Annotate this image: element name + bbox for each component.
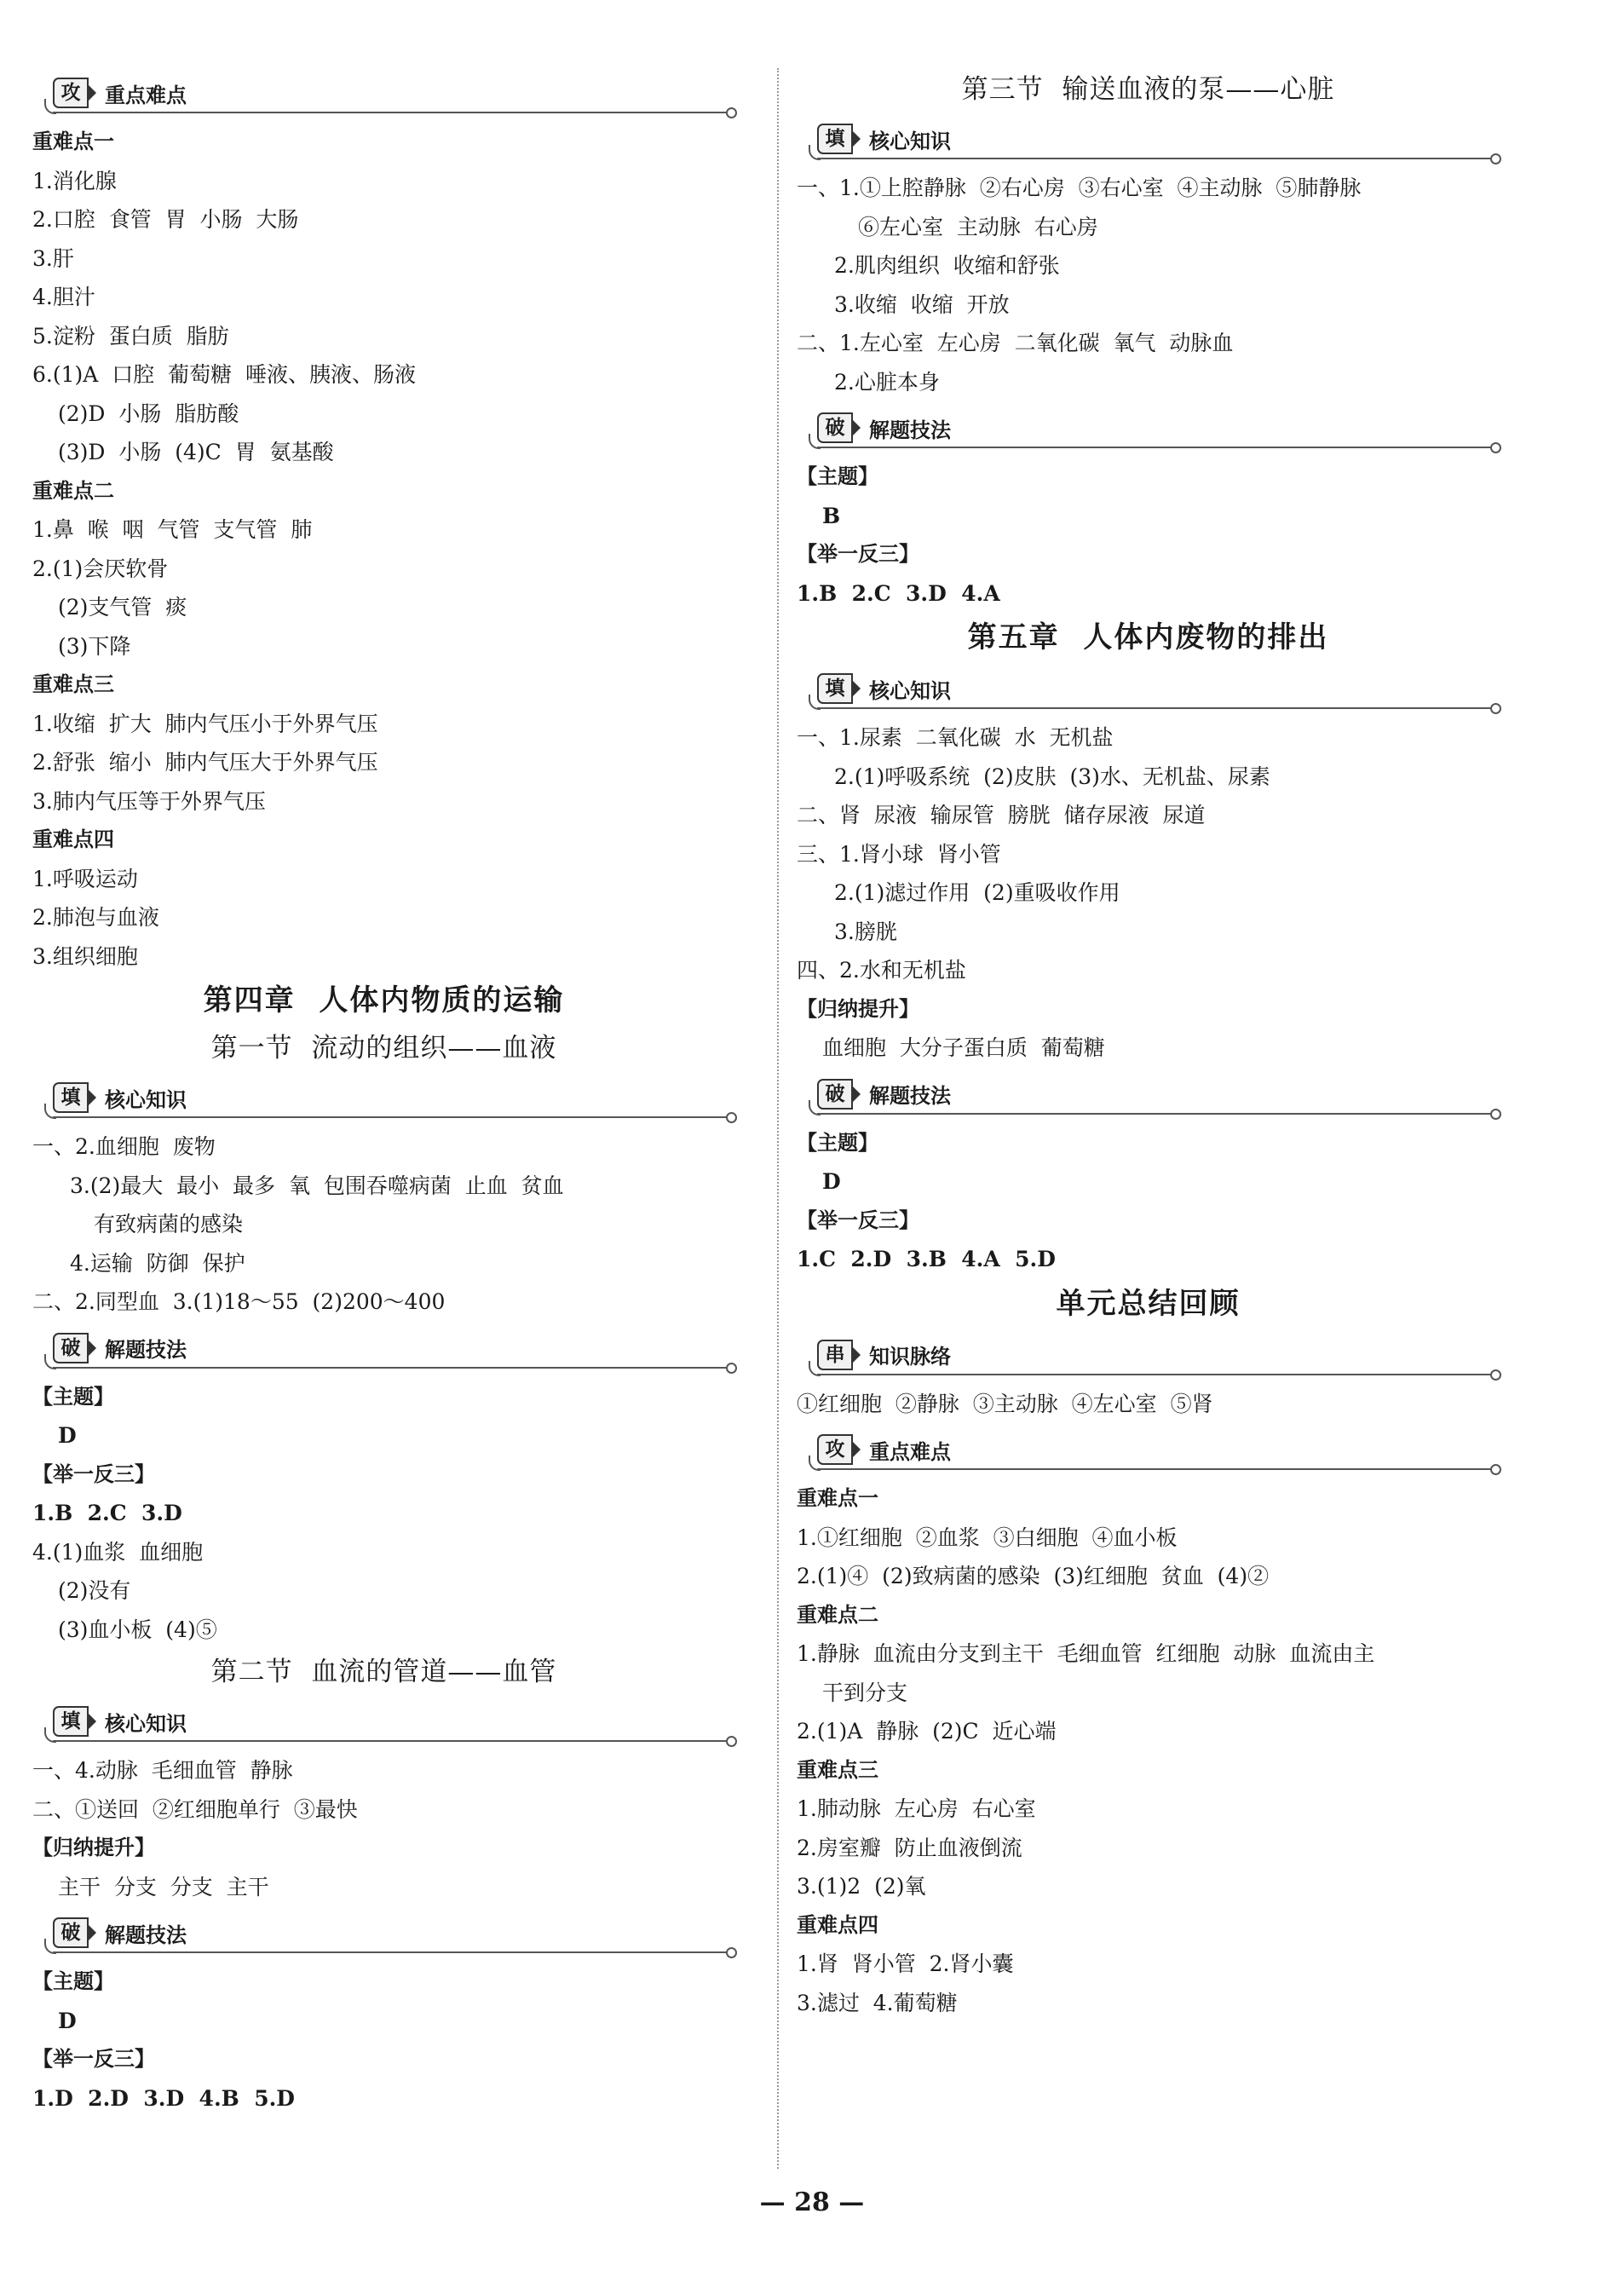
tag-label: 解题技法 <box>869 418 951 442</box>
answer-line: 1.呼吸运动 <box>32 866 138 891</box>
tag-label: 知识脉络 <box>869 1345 951 1369</box>
section-tag-solving-skills <box>32 1906 735 1963</box>
answer-line: 一、1.①上腔静脉 ②右心房 ③右心室 ④主动脉 ⑤肺静脉 <box>797 176 1362 200</box>
answer-line: ①红细胞 ②静脉 ③主动脉 ④左心室 ⑤肾 <box>797 1391 1213 1416</box>
bracket-heading: 【主题】 <box>32 1969 114 1993</box>
answer-line: 二、①送回 ②红细胞单行 ③最快 <box>32 1796 358 1822</box>
answer-line: 1.①红细胞 ②血浆 ③白细胞 ④血小板 <box>797 1525 1178 1550</box>
bracket-heading: 【举一反三】 <box>32 1461 155 1486</box>
section-tag-key-difficulties <box>797 1423 1500 1479</box>
difficulty-heading: 重难点三 <box>797 1757 878 1782</box>
answer-line: 3.滤过 4.葡萄糖 <box>797 1990 958 2015</box>
answer-line: 4.胆汁 <box>32 285 95 309</box>
section-tag-core-knowledge <box>797 112 1500 169</box>
answer-line: 二、肾 尿液 输尿管 膀胱 储存尿液 尿道 <box>797 803 1206 827</box>
section-tag-key-difficulties <box>32 66 735 123</box>
bracket-heading: 【归纳提升】 <box>797 996 919 1021</box>
answer-line: 2.(1)滤过作用 (2)重吸收作用 <box>834 880 1120 905</box>
bracket-heading: 【主题】 <box>797 464 878 488</box>
tag-label: 重点难点 <box>105 83 187 107</box>
bracket-heading: 【举一反三】 <box>32 2047 155 2071</box>
difficulty-heading: 重难点二 <box>32 478 114 503</box>
answer-line: ⑥左心室 主动脉 右心房 <box>858 214 1098 239</box>
section-tag-solving-skills <box>797 1068 1500 1124</box>
answer-line: D <box>58 1423 77 1448</box>
unit-review-title: 单元总结回顾 <box>1056 1286 1241 1321</box>
tag-label: 重点难点 <box>869 1439 951 1464</box>
answer-line: 主干 分支 分支 主干 <box>58 1874 269 1899</box>
tag-badge: 串 <box>817 1340 853 1370</box>
answer-line: 一、1.尿素 二氧化碳 水 无机盐 <box>797 725 1114 750</box>
answer-line: 1.肾 肾小管 2.肾小囊 <box>797 1951 1014 1976</box>
answer-line: 2.房室瓣 防止血液倒流 <box>797 1835 1022 1860</box>
tag-label: 解题技法 <box>105 1338 187 1362</box>
tag-badge: 攻 <box>817 1434 853 1465</box>
difficulty-heading: 重难点一 <box>32 130 114 153</box>
page-number: — 28 — <box>759 2188 865 2217</box>
answer-line: 干到分支 <box>822 1680 908 1705</box>
difficulty-heading: 重难点一 <box>797 1486 878 1510</box>
tag-badge: 填 <box>53 1706 89 1737</box>
answer-line: 3.组织细胞 <box>32 943 138 969</box>
answer-line: 1.B 2.C 3.D <box>32 1501 182 1525</box>
tag-badge: 破 <box>817 1079 853 1110</box>
tag-badge: 破 <box>817 412 853 443</box>
left-column <box>32 66 735 2118</box>
answer-line: 4.运输 防御 保护 <box>70 1250 245 1276</box>
answer-line: 3.膀胱 <box>834 919 897 944</box>
tag-label: 解题技法 <box>869 1084 951 1108</box>
answer-line: 三、1.肾小球 肾小管 <box>797 841 1001 867</box>
column-divider <box>777 68 779 2169</box>
answer-line: 6.(1)A 口腔 葡萄糖 唾液、胰液、肠液 <box>32 362 417 387</box>
answer-line: 二、1.左心室 左心房 二氧化碳 氧气 动脉血 <box>797 331 1234 355</box>
section-tag-solving-skills <box>797 401 1500 458</box>
tag-label: 核心知识 <box>105 1087 187 1112</box>
answer-line: 2.心脏本身 <box>834 369 940 395</box>
bracket-heading: 【主题】 <box>797 1130 878 1155</box>
answer-line: 血细胞 大分子蛋白质 葡萄糖 <box>822 1035 1105 1060</box>
answer-line: 1.收缩 扩大 肺内气压小于外界气压 <box>32 711 378 736</box>
answer-line: (3)下降 <box>58 633 131 659</box>
section-title: 第三节 输送血液的泵——心脏 <box>961 74 1335 105</box>
answer-line: 1.消化腺 <box>32 168 117 193</box>
section-title: 第二节 血流的管道——血管 <box>210 1657 557 1687</box>
tag-badge: 填 <box>817 673 853 704</box>
answer-line: 2.口腔 食管 胃 小肠 大肠 <box>32 207 299 232</box>
answer-line: 2.(1)呼吸系统 (2)皮肤 (3)水、无机盐、尿素 <box>834 764 1270 789</box>
chapter-title: 第四章 人体内物质的运输 <box>203 983 565 1017</box>
answer-line: 二、2.同型血 3.(1)18～55 (2)200～400 <box>32 1289 446 1314</box>
answer-line: 一、4.动脉 毛细血管 静脉 <box>32 1758 293 1783</box>
tag-badge: 攻 <box>53 78 89 108</box>
answer-line: D <box>58 2008 77 2033</box>
chapter-title: 第五章 人体内废物的排出 <box>967 620 1329 654</box>
answer-line: 2.(1)A 静脉 (2)C 近心端 <box>797 1719 1057 1744</box>
tag-label: 核心知识 <box>869 129 951 153</box>
tag-label: 解题技法 <box>105 1922 187 1947</box>
tag-badge: 破 <box>53 1917 89 1948</box>
answer-line: 一、2.血细胞 废物 <box>32 1134 216 1159</box>
section-tag-core-knowledge <box>797 662 1500 718</box>
difficulty-heading: 重难点四 <box>32 827 114 851</box>
answer-line: 2.肌肉组织 收缩和舒张 <box>834 253 1060 278</box>
bracket-heading: 【主题】 <box>32 1384 114 1409</box>
tag-label: 核心知识 <box>105 1711 187 1736</box>
answer-line: 4.(1)血浆 血细胞 <box>32 1539 204 1565</box>
answer-line: 1.鼻 喉 咽 气管 支气管 肺 <box>32 517 313 542</box>
answer-line: (2)D 小肠 脂肪酸 <box>58 401 239 426</box>
answer-line: 1.C 2.D 3.B 4.A 5.D <box>797 1247 1056 1271</box>
answer-line: 四、2.水和无机盐 <box>797 958 966 983</box>
difficulty-heading: 重难点三 <box>32 672 114 696</box>
answer-line: 有致病菌的感染 <box>94 1212 244 1236</box>
bracket-heading: 【举一反三】 <box>797 1208 919 1232</box>
tag-badge: 填 <box>53 1082 89 1113</box>
tag-badge: 破 <box>53 1333 89 1363</box>
answer-line: D <box>822 1169 841 1194</box>
answer-line: 1.肺动脉 左心房 右心室 <box>797 1796 1036 1821</box>
tag-badge: 填 <box>817 124 853 154</box>
answer-line: 2.(1)④ (2)致病菌的感染 (3)红细胞 贫血 (4)② <box>797 1564 1270 1588</box>
answer-line: 5.淀粉 蛋白质 脂肪 <box>32 323 229 349</box>
answer-line: 3.肝 <box>32 245 74 271</box>
section-tag-core-knowledge <box>32 1695 735 1751</box>
answer-line: 2.舒张 缩小 肺内气压大于外界气压 <box>32 750 378 775</box>
answer-line: 1.D 2.D 3.D 4.B 5.D <box>32 2085 295 2111</box>
bracket-heading: 【举一反三】 <box>797 542 919 566</box>
answer-line: (2)支气管 痰 <box>58 595 187 620</box>
bracket-heading: 【归纳提升】 <box>32 1836 155 1859</box>
answer-line: (3)血小板 (4)⑤ <box>58 1617 217 1642</box>
answer-line: 3.收缩 收缩 开放 <box>834 291 1010 317</box>
answer-line: 1.静脉 血流由分支到主干 毛细血管 红细胞 动脉 血流由主 <box>797 1641 1375 1666</box>
section-tag-solving-skills <box>32 1322 735 1378</box>
answer-line: 1.B 2.C 3.D 4.A <box>797 580 1000 606</box>
difficulty-heading: 重难点四 <box>797 1912 878 1937</box>
answer-line: 3.肺内气压等于外界气压 <box>32 788 266 814</box>
answer-line: B <box>822 503 841 528</box>
difficulty-heading: 重难点二 <box>797 1602 878 1627</box>
section-tag-core-knowledge <box>32 1071 735 1127</box>
section-tag-knowledge-map <box>797 1329 1500 1385</box>
answer-line: 2.肺泡与血液 <box>32 905 159 930</box>
section-title: 第一节 流动的组织——血液 <box>210 1033 557 1064</box>
right-column <box>797 66 1500 2022</box>
answer-line: 3.(1)2 (2)氧 <box>797 1874 926 1899</box>
tag-label: 核心知识 <box>869 678 951 703</box>
answer-line: (2)没有 <box>58 1578 131 1603</box>
answer-line: 3.(2)最大 最小 最多 氧 包围吞噬病菌 止血 贫血 <box>70 1173 564 1198</box>
answer-line: (3)D 小肠 (4)C 胃 氨基酸 <box>58 440 334 464</box>
answer-line: 2.(1)会厌软骨 <box>32 556 169 581</box>
